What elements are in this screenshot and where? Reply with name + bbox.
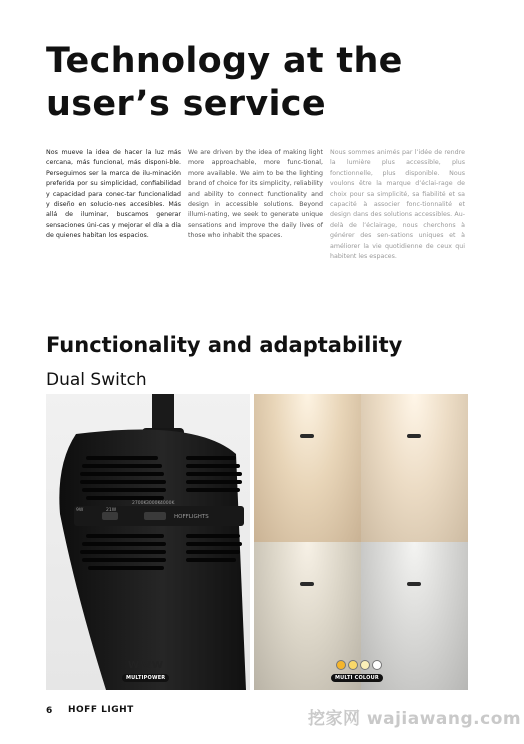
switch-label-9w: 9W bbox=[76, 508, 84, 513]
title-line-2: user’s service bbox=[46, 84, 326, 124]
scene-warm bbox=[254, 394, 361, 542]
colour-dots bbox=[336, 660, 382, 670]
colour-dot-white bbox=[372, 660, 382, 670]
section-heading: Functionality and adaptability bbox=[46, 333, 403, 357]
colour-dot-amber bbox=[336, 660, 346, 670]
colour-dot-yellow bbox=[348, 660, 358, 670]
intro-english: We are driven by the idea of making light more approachable, more func-tional, more available. We aim to be the lighting brand of choice for its simplicity, reliability and ability to connect functionality and design in accessible solutions. Beyond illumi-nating, we seek to generate unique sensations and improve the daily lives of those who inhabit the spaces. bbox=[188, 149, 323, 240]
ceiling-light bbox=[407, 434, 421, 438]
switch-label-2700k: 2700K bbox=[132, 501, 147, 506]
intro-spanish: Nos mueve la idea de hacer la luz más cercana, más funcional, más disponi-ble. Perseguimos ser la marca de ilu-minación preferida por su simplicidad, confiabilidad y capacidad para conec-tar funcionalidad y diseño en solucio-nes accesibles. Más allá de iluminar, buscamos generar sensaciones úni-cas y mejorar el día a día de quienes habitan los espacios. bbox=[46, 149, 181, 240]
multipower-badge: MULTIPOWER bbox=[122, 674, 169, 682]
switch-label-4000k: 4000K bbox=[160, 501, 175, 506]
colour-temperature-photo bbox=[254, 394, 468, 690]
ceiling-light bbox=[407, 582, 421, 586]
switch-label-21w: 21W bbox=[106, 508, 117, 513]
power-switch bbox=[102, 512, 118, 520]
power-icons: WWW bbox=[128, 660, 165, 671]
multicolour-badge: MULTI COLOUR bbox=[331, 674, 383, 682]
page-number: 6 bbox=[46, 706, 53, 716]
cct-switch bbox=[144, 512, 166, 520]
fixture-brand-label: HOFFLIGHTS bbox=[174, 514, 209, 520]
page-title bbox=[46, 40, 486, 126]
scene-neutral bbox=[361, 394, 468, 542]
ceiling-light bbox=[300, 434, 314, 438]
colour-dot-cream bbox=[360, 660, 370, 670]
switch-label-3000k: 3000K bbox=[146, 501, 161, 506]
product-photo bbox=[46, 394, 250, 690]
intro-french: Nous sommes animés par l’idée de rendre la lumière plus accessible, plus fonctionnelle, plus disponible. Nous voulons être la marque d’éclai-rage de choix pour sa simplicité, sa fiabilité et sa capacité à associer fonc-tionnalité et design dans des solutions accessibles. Au-delà de l’éclairage, nous cherchons à générer des sen-sations uniques et à améliorer la vie quotidienne de ceux qui habitent les espaces. bbox=[330, 149, 465, 261]
brand-logo: HOFF LIGHT bbox=[68, 705, 134, 715]
track-light-illustration bbox=[46, 394, 250, 690]
section-subheading: Dual Switch bbox=[46, 370, 147, 390]
watermark: 挖家网 wajiawang.com bbox=[308, 709, 522, 729]
ceiling-light bbox=[300, 582, 314, 586]
title-line-1: Technology at the bbox=[46, 41, 403, 81]
